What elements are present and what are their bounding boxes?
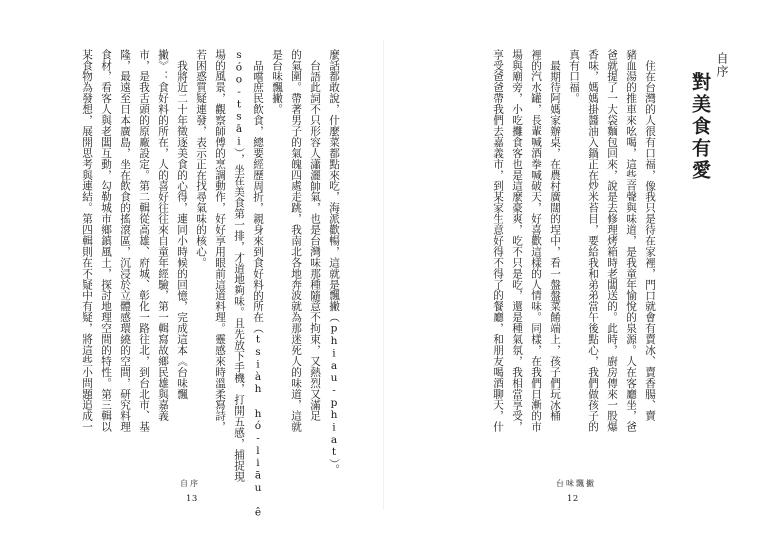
text-column: 台語此詞不只形容人瀟灑帥氣，也是台灣味那種隨意不拘束，又熱烈又滿足: [309, 60, 321, 422]
running-head: 台味飄撇: [556, 479, 596, 488]
text-column: 若困惑質疑連發，表示正在找尋氣味的核心。: [195, 49, 207, 268]
text-column: 我將近二十年徵逐美食的心得，連同小時候的回憶，完成這本《台味飄: [176, 60, 188, 400]
text-column: 爸就提了一大袋麵包回來，說是去修理烤箱時老闆送的。此時，廚房傳來一股爆: [606, 49, 618, 433]
page-number: 12: [567, 494, 579, 504]
text-column: 食材，看客人與老闆互動，勾勒城市鄉鎮風土，探討地理空間的特性。第三輯以: [100, 49, 112, 433]
section-label: 自序: [715, 52, 729, 78]
text-column: 裡的汽水罐，長輩喊酒拳喊破天，好喜歡這樣的人情味。同樣，在我們日漸的市: [530, 49, 542, 433]
text-column: 享受爸爸帶我們去嘉義市，到某家生意好得不得了的餐廳，和朋友喝酒聊天，什: [492, 49, 504, 433]
text-column: 真有口福。: [568, 49, 580, 104]
text-column: 品嚐庶民飲食，總要經歷周折，親身來到食好料的所在（tsiàh hó-liāu ê: [252, 60, 264, 519]
right-page: [384, 0, 768, 545]
text-column: 的氣圍。帶著男子的氣魄四處走跳，我南北各地奔波就為那迷死人的味道，這就: [290, 49, 302, 433]
text-column: 是台味飄撇。: [271, 49, 283, 115]
text-column: 某食物為發想，展開思考與連結。第四輯則在不疑中有疑，將這些小問題追成一: [81, 49, 93, 433]
chapter-title: 對美食有愛: [689, 72, 711, 182]
text-column: 場與廟旁，小吃攤食客也是這麼豪爽，吃不只是吃，還是種氣氛，我相當享受，: [511, 49, 523, 433]
page-number: 13: [186, 494, 198, 504]
text-column: 香味，媽媽掛醬油入鍋正在炒米苔目，要給我和弟弟當午後點心，我們做孩子的: [587, 49, 599, 433]
text-column: 隆，最遠至日本廣島，坐在飲食的搖滾區，沉浸於立體感環繞的空間，研究料理: [119, 49, 131, 433]
text-column: 住在台灣的人很有口福，像我只是待在家裡，門口就會有賣冰、賣香腸、賣: [644, 60, 656, 422]
text-column: 場的風景，觀察師傅的烹調動作，好好享用眼前這道料理。靈感來時溫柔寫詩，: [214, 49, 226, 433]
text-column: sóo-tsāi），坐在美食第一排，才道地夠味。且先放下手機，打開五感，捕捉現: [233, 49, 245, 482]
text-column: 麼話都敢說，什麼菜都點來吃，海派歡暢，這就是飄撇（phiau-phiat）。: [328, 49, 340, 476]
text-column: 撇》：食好料的所在，人的喜好往往來自童年經驗，第一輯寫故鄉民雄與嘉義: [157, 49, 169, 422]
text-column: 市，是我舌頭的原廠設定。第二輯從高雄、府城、彰化一路往北，到台北市、基: [138, 49, 150, 433]
text-column: 最期待阿媽家辦桌，在農村廣闊的埕中，看一盤盤菜餚端上，孩子們玩冰桶: [549, 60, 561, 422]
text-column: 豬血湯的推車來吆喝，這些音聲與味道，是我童年愉悅的泉源。人在客廳坐，爸: [625, 49, 637, 433]
running-head: 自序: [180, 479, 200, 488]
